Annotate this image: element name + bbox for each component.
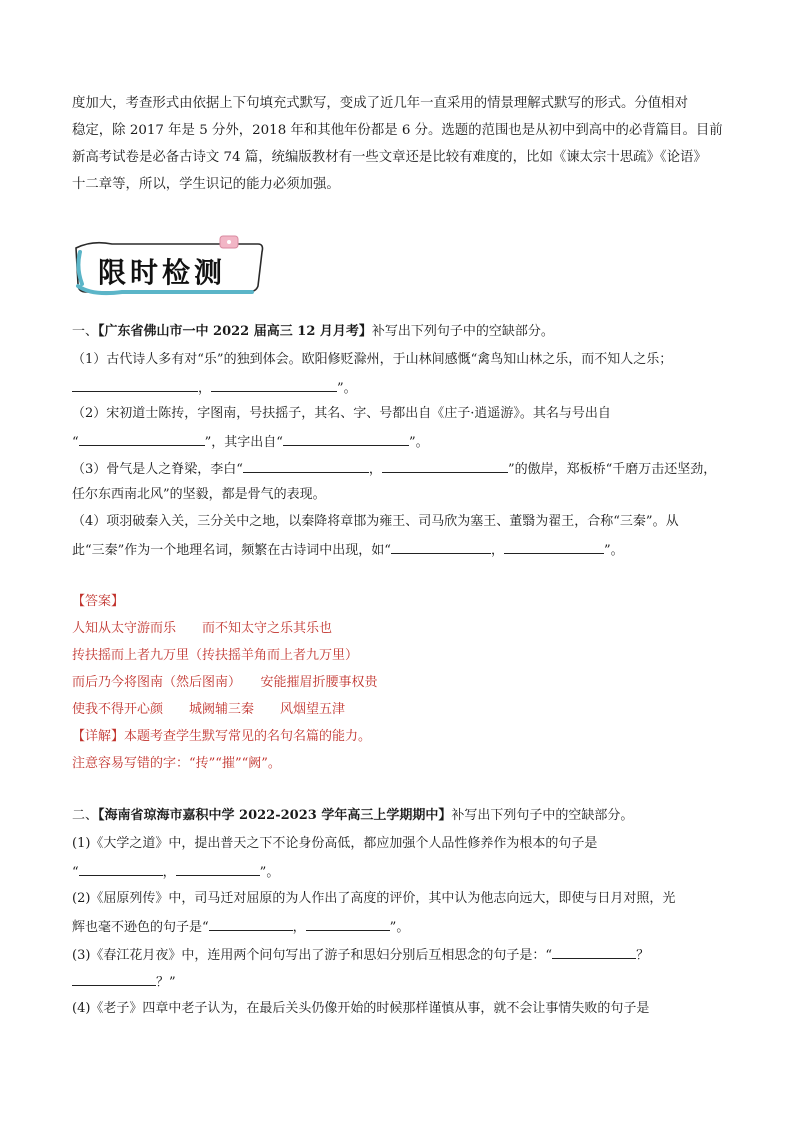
answer-blank[interactable]	[72, 971, 156, 986]
detail-line: 【详解】本题考查学生默写常见的名句名篇的能力。	[72, 729, 372, 744]
answer-blank[interactable]	[552, 944, 636, 959]
answer-line: 人知从太守游而乐 而不知太守之乐其乐也	[72, 621, 333, 636]
answer-line: 使我不得开心颜 城阙辅三秦 风烟望五津	[72, 702, 346, 717]
answer-blank[interactable]	[504, 539, 604, 554]
question-1-part-2-blanks: “ ”，其字出自“ ”。	[72, 431, 429, 453]
question-2-part-2: (2)《屈原列传》中，司马迁对屈原的为人作出了高度的评价，其中认为他志向远大，即使与日月对照，光	[72, 891, 676, 906]
question-1-part-1: （1）古代诗人多有对“乐”的独到体会。欧阳修贬滁州，于山林间感慨“禽鸟知山林之乐，而不知人之乐；	[72, 352, 673, 367]
question-source: 【海南省琼海市嘉积中学 2022-2023 学年高三上学期期中】	[98, 808, 452, 823]
answer-blank[interactable]	[79, 861, 163, 876]
answer-blank[interactable]	[391, 539, 491, 554]
detail-label: 【详解】	[72, 729, 125, 744]
intro-line: 稳定，除 2017 年是 5 分外，2018 年和其他年份都是 6 分。选题的范围也是从初中到高中的必背篇目。目前	[72, 123, 723, 138]
question-1-part-1-blanks: ， ”。	[72, 377, 357, 399]
question-1-part-4-blanks: 此“三秦”作为一个地理名词，频繁在古诗词中出现，如“ ， ”。	[72, 539, 624, 561]
question-1-heading: 一、【广东省佛山市一中 2022 届高三 12 月月考】补写出下列句子中的空缺部分。	[72, 324, 554, 339]
section-banner	[72, 234, 272, 298]
question-1-part-3-cont: 任尔东西南北风”的坚毅，都是骨气的表现。	[72, 487, 326, 502]
intro-line: 十二章等，所以，学生识记的能力必须加强。	[72, 177, 340, 192]
question-2-part-1: (1)《大学之道》中，提出普天之下不论身份高低，都应加强个人品性修养作为根本的句子是	[72, 836, 598, 851]
answer-blank[interactable]	[211, 377, 337, 392]
answer-blank[interactable]	[382, 458, 508, 473]
question-1-part-2: （2）宋初道士陈抟，字图南，号扶摇子，其名、字、号都出自《庄子·逍遥游》。其名与号出自	[72, 406, 611, 421]
answer-label: 【答案】	[72, 594, 125, 609]
answer-blank[interactable]	[79, 431, 205, 446]
answer-blank[interactable]	[243, 458, 369, 473]
answer-blank[interactable]	[306, 916, 390, 931]
intro-line: 新高考试卷是必备古诗文 74 篇，统编版教材有一些文章还是比较有难度的，比如《谏太宗十思疏》《论语》	[72, 150, 707, 165]
intro-line: 度加大，考查形式由依据上下句填充式默写，变成了近几年一直采用的情景理解式默写的形式。分值相对	[72, 96, 688, 111]
question-2-part-3-cont: ？”	[72, 971, 176, 993]
question-1-part-4: （4）项羽破秦入关，三分关中之地，以秦降将章邯为雍王、司马欣为塞王、董翳为翟王，合称“三秦”。从	[72, 514, 679, 529]
question-1-part-3: （3）骨气是人之脊梁，李白“ ， ”的傲岸，郑板桥“千磨万击还坚劲，	[72, 458, 716, 480]
question-2-part-1-blanks: “ ， ”。	[72, 861, 279, 883]
section-title: 限时检测	[98, 256, 227, 289]
detail-note: 注意容易写错的字：“抟”“摧”“阙”。	[72, 756, 281, 771]
answer-blank[interactable]	[176, 861, 260, 876]
question-2-part-2-blanks: 辉也毫不逊色的句子是“ ， ”。	[72, 916, 409, 938]
answer-blank[interactable]	[72, 377, 198, 392]
answer-blank[interactable]	[283, 431, 409, 446]
answer-line: 而后乃今将图南（然后图南） 安能摧眉折腰事权贵	[72, 675, 378, 690]
question-2-heading: 二、【海南省琼海市嘉积中学 2022-2023 学年高三上学期期中】补写出下列句子中的空缺部分。	[72, 808, 634, 823]
question-2-part-4: (4)《老子》四章中老子认为，在最后关头仍像开始的时候那样谨慎从事，就不会让事情失败的句子是	[72, 1001, 650, 1016]
answer-blank[interactable]	[209, 916, 293, 931]
answer-line: 抟扶摇而上者九万里（抟扶摇羊角而上者九万里）	[72, 648, 359, 663]
question-source: 【广东省佛山市一中 2022 届高三 12 月月考】	[98, 324, 372, 339]
question-2-part-3: (3)《春江花月夜》中，连用两个问句写出了游子和思妇分别后互相思念的句子是：“ ？	[72, 944, 649, 966]
